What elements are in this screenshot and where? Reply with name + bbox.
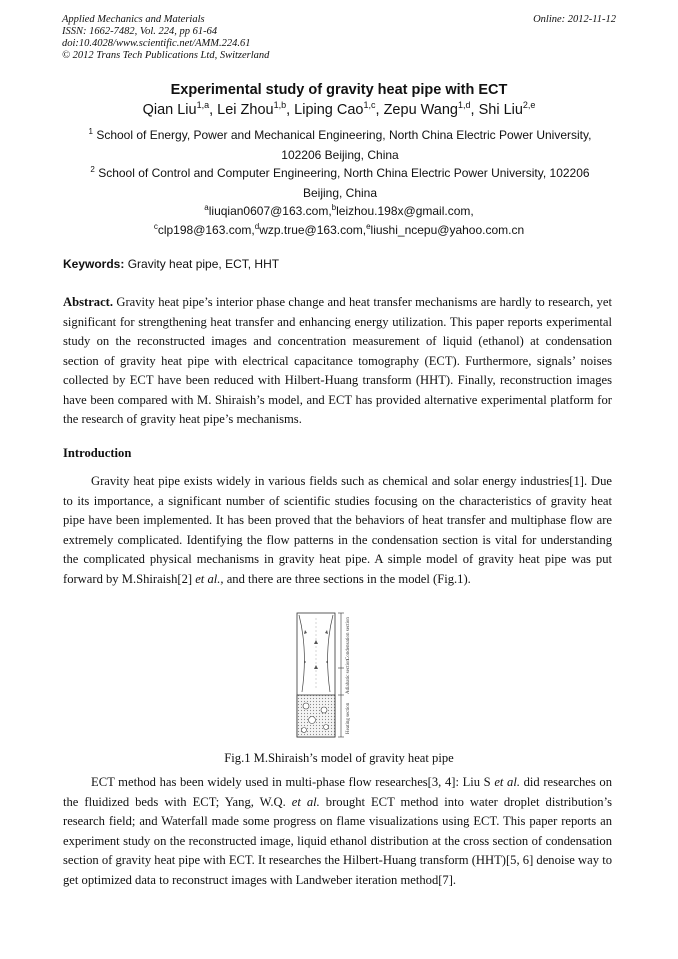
journal-name: Applied Mechanics and Materials — [62, 14, 205, 25]
author: Qian Liu$^{1,a}$, — [142, 100, 218, 118]
copyright-line: © 2012 Trans Tech Publications Ltd, Switzerland — [62, 50, 270, 61]
abstract — [63, 293, 612, 430]
doi-line: doi:10.4028/www.scientific.net/AMM.224.61 — [62, 38, 251, 49]
figure-label: Heating section — [346, 702, 351, 734]
email-link[interactable]: liuqian0607@163.com, — [208, 204, 332, 218]
ect-paragraph: ECT method has been widely used in multi-phase flow researches[3, 4]: Liu S et al. did researches on the fluidized beds with ECT; Yang, W.Q. et al. brought ECT method into water droplet distribution’s research field; and Waterfall made some progress on flame visualizations using ECT. This paper reports an experiment study on the reconstructed image, liquid ethanol distribution at the cross section of condensation section of gravity heat pipe with ECT. It researches the Hilbert-Huang transform (HHT)[5, 6] denoise way to get optimized data to reconstruct images with Landweber iteration method[7]. — [63, 775, 613, 887]
email-link[interactable]: leizhou.198x@gmail.com, — [336, 204, 474, 218]
keywords — [63, 257, 279, 271]
email-link[interactable]: clp198@163.com, — [157, 223, 255, 237]
issn-line: ISSN: 1662-7482, Vol. 224, pp 61-64 — [62, 26, 218, 37]
figure-label: Adiabatic section — [346, 659, 351, 694]
journal-header — [62, 14, 269, 62]
email-link[interactable]: liushi_ncepu@yahoo.com.cn — [370, 223, 525, 237]
author: Zepu Wang$^{1,d}$, — [383, 100, 479, 118]
section-heading-introduction: Introduction — [63, 446, 132, 460]
figure-caption: Fig.1 M.Shiraish’s model of gravity heat pipe — [224, 751, 454, 765]
figure-label: Condensation section — [346, 617, 351, 660]
paper-title: Experimental study of gravity heat pipe with ECT — [170, 82, 508, 98]
heat-pipe-figure — [294, 610, 384, 740]
email-line-2: $^c$clp198@163.com,$^d$wzp.true@163.com,$^e$liushi_ncepu@yahoo.com.cn — [153, 222, 525, 237]
author: Lei Zhou$^{1,b}$, — [217, 100, 295, 118]
intro-paragraph: Gravity heat pipe exists widely in various fields such as chemical and solar energy industries[1]. Due to its importance, a significant number of scientific studies focusing on the characteristics of gravity heat pipe have been implemented. It has been proved that the behaviors of heat transfer and multiphase flow are extremely complicated. Identifying the flow patterns in the condensation section is vital for understanding the complicated physical mechanisms in gravity heat pipe. A simple model of gravity heat pipe was put forward by M.Shiraish[2] et al., and there are three sections in the model (Fig.1). — [63, 474, 612, 586]
online-date: Online: 2012-11-12 — [533, 14, 616, 25]
abstract-label: Abstract. — [63, 295, 114, 309]
abstract-text: Gravity heat pipe’s interior phase change and heat transfer mechanisms are hardly to research, yet significant for strengthening heat transfer and enhancing energy utilization. This paper reports experimental study on the reconstructed images and concentration measurement of liquid (ethanol) at condensation section of gravity heat pipe with electrical capacitance tomography (ECT). Furthermore, signals’ noises collected by ECT have been reduced with Hilbert-Huang transform (HHT). Finally, reconstruction images have been compared with M. Shiraish’s model, and ECT has provided alternative experimental platform for the research of gravity heat pipe’s mechanisms. — [63, 295, 612, 426]
email-line-1: $^a$liuqian0607@163.com,$^b$leizhou.198x@gmail.com, — [204, 203, 474, 218]
keywords-text: Gravity heat pipe, ECT, HHT — [124, 257, 280, 271]
author-list — [0, 100, 678, 118]
keywords-label: Keywords: — [63, 257, 125, 271]
affiliation-2: $^2$ School of Control and Computer Engineering, North China Electric Power University, 102206 Beijing, China — [90, 165, 590, 200]
affiliation-1: $^1$ School of Energy, Power and Mechanical Engineering, North China Electric Power University, 102206 Beijing, China — [88, 127, 592, 162]
author: Shi Liu$^{2,e}$ — [478, 100, 536, 118]
author: Liping Cao$^{1,c}$, — [294, 100, 384, 118]
email-link[interactable]: wzp.true@163.com, — [259, 223, 367, 237]
